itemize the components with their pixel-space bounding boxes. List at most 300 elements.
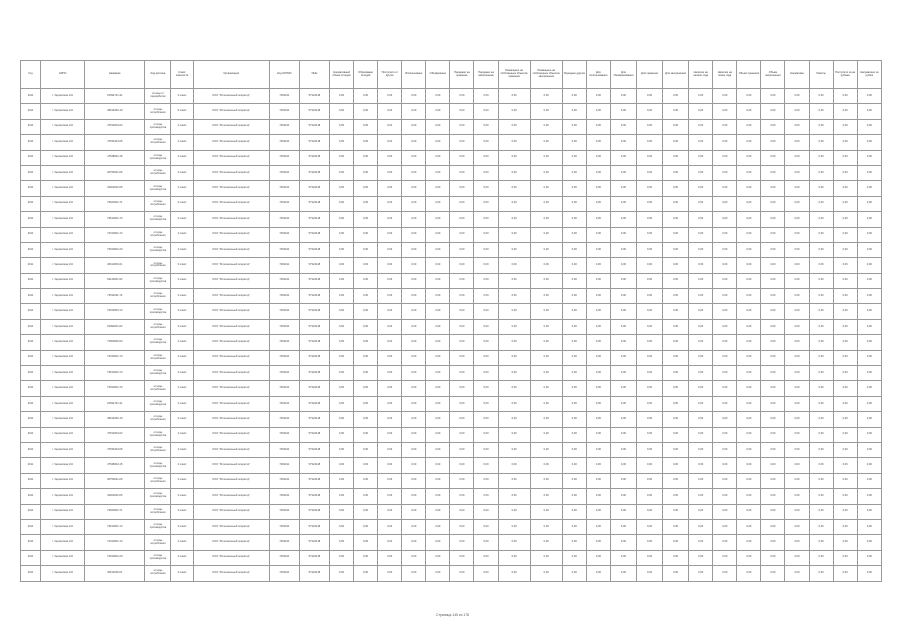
column-header: Наличие на конец года — [713, 61, 737, 89]
column-header: Объем захоронения — [761, 61, 785, 89]
column-header: Использовано — [402, 61, 426, 89]
table-cell: 0,00 — [689, 150, 713, 165]
table-cell: г. Черкасская обл — [41, 504, 85, 519]
table-cell: 7462011 — [269, 566, 299, 581]
table-row — [21, 273, 882, 288]
table-cell: 0,00 — [330, 150, 354, 165]
table-cell: 0,00 — [562, 335, 586, 350]
table-cell: 0,00 — [402, 489, 426, 504]
table-cell: 0,00 — [450, 396, 474, 411]
table-cell: г. Черкасская обл — [41, 212, 85, 227]
column-header: Нормативный объем отходов — [330, 61, 354, 89]
table-cell: 0,00 — [474, 119, 498, 134]
table-cell: 0,00 — [402, 196, 426, 211]
table-cell: 2011 — [21, 227, 41, 242]
table-cell: 0,00 — [530, 412, 562, 427]
table-cell: 0,00 — [809, 319, 833, 334]
table-cell: 2011 — [21, 258, 41, 273]
table-cell: 0,00 — [637, 427, 663, 442]
table-cell: 0,00 — [530, 258, 562, 273]
table-cell: 0,00 — [761, 258, 785, 273]
table-cell: 0,00 — [402, 89, 426, 104]
table-cell: 0,00 — [402, 566, 426, 581]
table-row — [21, 242, 882, 257]
table-cell: 0,00 — [402, 104, 426, 119]
table-cell: 0,00 — [474, 504, 498, 519]
table-cell: 0,00 — [498, 519, 530, 534]
table-cell: 0,00 — [450, 196, 474, 211]
table-cell: 0,00 — [426, 442, 450, 457]
table-cell: 0,00 — [610, 535, 636, 550]
table-cell: ООО "Региональный оператор" — [193, 212, 269, 227]
table-cell: 0,00 — [402, 181, 426, 196]
table-cell: 0,00 — [833, 165, 857, 180]
table-cell: 73310001-72 — [85, 350, 145, 365]
table-cell: 0,00 — [562, 258, 586, 273]
table-cell: 0,00 — [354, 535, 378, 550]
table-cell: 2011 — [21, 566, 41, 581]
table-cell: 0,00 — [713, 519, 737, 534]
table-header-row — [21, 61, 882, 89]
table-cell: г. Черкасская обл — [41, 181, 85, 196]
table-cell: 0,00 — [663, 135, 689, 150]
table-cell: 0,00 — [378, 135, 402, 150]
table-cell: 0,00 — [586, 381, 610, 396]
table-cell: 7462011 — [269, 289, 299, 304]
table-cell: 0,00 — [663, 396, 689, 411]
table-cell: 0,00 — [330, 535, 354, 550]
table-cell: 0,00 — [637, 442, 663, 457]
table-cell: 0,00 — [857, 366, 881, 381]
table-cell: 0,00 — [713, 319, 737, 334]
table-cell: 0,00 — [610, 350, 636, 365]
table-cell: отходы потребления — [145, 165, 171, 180]
table-cell: 0,00 — [785, 335, 809, 350]
table-cell: 0,00 — [737, 489, 761, 504]
table-cell: 0,00 — [450, 227, 474, 242]
column-header: ИНН — [299, 61, 329, 89]
table-cell: 0,00 — [663, 473, 689, 488]
table-cell: 0,00 — [713, 104, 737, 119]
table-cell: 7462011 — [269, 104, 299, 119]
table-cell: 0,00 — [689, 442, 713, 457]
table-cell: отходы производства — [145, 519, 171, 534]
table-cell: 0,00 — [330, 350, 354, 365]
table-cell: 0,00 — [562, 212, 586, 227]
table-cell: 0,00 — [378, 412, 402, 427]
table-cell: 0,00 — [689, 366, 713, 381]
table-cell: 2011 — [21, 366, 41, 381]
table-cell: отходы производства — [145, 366, 171, 381]
table-cell: г. Черкасская обл — [41, 242, 85, 257]
table-cell: 0,00 — [689, 412, 713, 427]
table-cell: 0,00 — [637, 258, 663, 273]
column-header: Для обезвреживания — [610, 61, 636, 89]
column-header: Поступило из-за рубежа — [833, 61, 857, 89]
table-cell: 0,00 — [498, 335, 530, 350]
table-cell: 2011 — [21, 412, 41, 427]
table-cell: 57322418 — [299, 566, 329, 581]
table-cell: 0,00 — [354, 273, 378, 288]
table-cell: отходы от переработки — [145, 89, 171, 104]
table-cell: 7462011 — [269, 242, 299, 257]
table-cell: 0,00 — [354, 519, 378, 534]
table-cell: 0,00 — [474, 289, 498, 304]
table-cell: 0,00 — [330, 304, 354, 319]
table-cell: 0,00 — [378, 119, 402, 134]
table-cell: 0,00 — [857, 442, 881, 457]
table-row — [21, 119, 882, 134]
table-cell: 0,00 — [663, 566, 689, 581]
table-cell: 0,00 — [426, 396, 450, 411]
table-cell: 0,00 — [737, 473, 761, 488]
table-cell: 0,00 — [426, 212, 450, 227]
table-cell: 0,00 — [663, 242, 689, 257]
table-cell: 0,00 — [785, 319, 809, 334]
table-row — [21, 135, 882, 150]
table-cell: 0,00 — [833, 350, 857, 365]
table-cell: 4 класс — [171, 196, 193, 211]
table-cell: 0,00 — [809, 273, 833, 288]
table-cell: 7462011 — [269, 273, 299, 288]
table-row — [21, 196, 882, 211]
table-cell: 0,00 — [354, 458, 378, 473]
table-cell: 0,00 — [610, 566, 636, 581]
table-cell: 57322418 — [299, 473, 329, 488]
table-cell: 0,00 — [637, 550, 663, 565]
table-cell: 0,00 — [761, 335, 785, 350]
table-cell: 0,00 — [785, 458, 809, 473]
table-cell: 0,00 — [737, 135, 761, 150]
table-cell: 0,00 — [713, 196, 737, 211]
table-cell: 0,00 — [330, 519, 354, 534]
table-cell: 0,00 — [761, 150, 785, 165]
table-cell: 0,00 — [354, 181, 378, 196]
table-cell: 0,00 — [498, 489, 530, 504]
table-cell: 0,00 — [498, 258, 530, 273]
table-cell: 2011 — [21, 458, 41, 473]
table-cell: 0,00 — [809, 150, 833, 165]
table-cell: 0,00 — [833, 412, 857, 427]
table-cell: г. Черкасская обл — [41, 381, 85, 396]
table-row — [21, 212, 882, 227]
table-cell: 0,00 — [663, 289, 689, 304]
table-cell: г. Черкасская обл — [41, 304, 85, 319]
table-cell: 0,00 — [530, 381, 562, 396]
table-cell: 0,00 — [610, 412, 636, 427]
table-cell: ООО "Региональный оператор" — [193, 381, 269, 396]
column-header: Передано другим — [562, 61, 586, 89]
table-cell: 0,00 — [761, 304, 785, 319]
table-cell: 0,00 — [402, 350, 426, 365]
table-cell: 0,00 — [474, 196, 498, 211]
table-cell: 0,00 — [857, 212, 881, 227]
table-cell: 0,00 — [498, 396, 530, 411]
table-cell: 0,00 — [689, 319, 713, 334]
table-cell: 0,00 — [785, 135, 809, 150]
table-cell: 0,00 — [785, 212, 809, 227]
table-cell: 2011 — [21, 135, 41, 150]
table-cell: 0,00 — [562, 550, 586, 565]
table-cell: 0,00 — [562, 489, 586, 504]
table-cell: 0,00 — [610, 135, 636, 150]
table-cell: 0,00 — [637, 412, 663, 427]
table-cell: 0,00 — [637, 89, 663, 104]
table-cell: 0,00 — [330, 412, 354, 427]
table-cell: 0,00 — [737, 427, 761, 442]
table-cell: 0,00 — [354, 335, 378, 350]
table-cell: 0,00 — [713, 119, 737, 134]
table-cell: 0,00 — [857, 319, 881, 334]
table-cell: 0,00 — [562, 304, 586, 319]
table-cell: 0,00 — [402, 381, 426, 396]
table-cell: 7462011 — [269, 489, 299, 504]
table-cell: 0,00 — [426, 242, 450, 257]
table-cell: 0,00 — [330, 165, 354, 180]
table-cell: 0,00 — [761, 535, 785, 550]
table-cell: 0,00 — [809, 381, 833, 396]
table-cell: 0,00 — [833, 473, 857, 488]
table-cell: 0,00 — [498, 135, 530, 150]
table-cell: 0,00 — [663, 366, 689, 381]
table-cell: 0,00 — [610, 550, 636, 565]
table-cell: 0,00 — [586, 335, 610, 350]
table-cell: 0,00 — [785, 150, 809, 165]
table-cell: отходы потребления — [145, 104, 171, 119]
table-cell: 0,00 — [857, 289, 881, 304]
table-cell: 0,00 — [562, 350, 586, 365]
table-cell: 0,00 — [637, 366, 663, 381]
table-cell: 0,00 — [637, 335, 663, 350]
table-cell: 0,00 — [833, 227, 857, 242]
table-cell: 7462011 — [269, 412, 299, 427]
table-cell: отходы потребления — [145, 442, 171, 457]
table-cell: 0,00 — [530, 519, 562, 534]
table-cell: 0,00 — [689, 519, 713, 534]
table-cell: 0,00 — [474, 473, 498, 488]
table-cell: 0,00 — [354, 489, 378, 504]
column-header: Год — [21, 61, 41, 89]
table-cell: 0,00 — [450, 442, 474, 457]
table-cell: 0,00 — [637, 396, 663, 411]
table-cell: 0,00 — [498, 119, 530, 134]
table-cell: ООО "Региональный оператор" — [193, 119, 269, 134]
table-cell: 4 класс — [171, 181, 193, 196]
table-cell: 0,00 — [330, 273, 354, 288]
table-cell: 2011 — [21, 535, 41, 550]
table-cell: 0,00 — [530, 350, 562, 365]
table-cell: 7462011 — [269, 212, 299, 227]
table-cell: 7462011 — [269, 350, 299, 365]
table-cell: 57322418 — [299, 104, 329, 119]
table-cell: 0,00 — [586, 350, 610, 365]
table-cell: 0,00 — [833, 181, 857, 196]
table-cell: 0,00 — [689, 119, 713, 134]
table-cell: 0,00 — [330, 196, 354, 211]
table-cell: 73610001-72 — [85, 212, 145, 227]
table-cell: 0,00 — [713, 165, 737, 180]
table-cell: 7462011 — [269, 458, 299, 473]
table-cell: 7462011 — [269, 473, 299, 488]
table-cell: 0,00 — [637, 150, 663, 165]
table-cell: 2011 — [21, 381, 41, 396]
table-cell: 0,00 — [713, 242, 737, 257]
table-cell: г. Черкасская обл — [41, 319, 85, 334]
table-cell: 0,00 — [833, 396, 857, 411]
table-cell: 4 класс — [171, 242, 193, 257]
table-cell: 0,00 — [586, 535, 610, 550]
table-cell: 0,00 — [474, 335, 498, 350]
table-cell: 0,00 — [833, 442, 857, 457]
table-cell: 0,00 — [402, 135, 426, 150]
table-cell: 0,00 — [586, 242, 610, 257]
table-row — [21, 550, 882, 565]
table-row — [21, 519, 882, 534]
table-cell: 0,00 — [450, 458, 474, 473]
table-cell: 0,00 — [402, 212, 426, 227]
table-cell: 0,00 — [713, 350, 737, 365]
table-cell: 0,00 — [498, 535, 530, 550]
table-cell: 47531004-05 — [85, 442, 145, 457]
column-header: Передано на хранение — [450, 61, 474, 89]
table-cell: 0,00 — [857, 381, 881, 396]
table-cell: 0,00 — [426, 258, 450, 273]
table-cell: 49614052-19 — [85, 104, 145, 119]
table-cell: ООО "Региональный оператор" — [193, 150, 269, 165]
table-cell: 0,00 — [737, 104, 761, 119]
table-cell: 0,00 — [761, 489, 785, 504]
table-cell: 4 класс — [171, 473, 193, 488]
table-cell: 0,00 — [474, 412, 498, 427]
table-cell: 0,00 — [498, 458, 530, 473]
table-cell: 0,00 — [530, 458, 562, 473]
table-cell: 0,00 — [562, 535, 586, 550]
table-cell: 0,00 — [562, 196, 586, 211]
table-cell: 0,00 — [761, 566, 785, 581]
table-cell: 57322418 — [299, 381, 329, 396]
table-cell: 0,00 — [637, 350, 663, 365]
table-cell: 0,00 — [450, 258, 474, 273]
table-cell: 0,00 — [474, 258, 498, 273]
table-cell: 0,00 — [330, 335, 354, 350]
table-cell: 0,00 — [713, 458, 737, 473]
table-cell: 57322418 — [299, 442, 329, 457]
table-cell: г. Черкасская обл — [41, 289, 85, 304]
table-cell: отходы производства — [145, 212, 171, 227]
table-cell: г. Черкасская обл — [41, 366, 85, 381]
table-cell: 0,00 — [354, 473, 378, 488]
column-header: Обезврежено — [426, 61, 450, 89]
table-cell: 0,00 — [761, 427, 785, 442]
table-cell: 0,00 — [530, 227, 562, 242]
table-cell: 0,00 — [474, 396, 498, 411]
table-cell: 0,00 — [562, 366, 586, 381]
table-cell: г. Черкасская обл — [41, 227, 85, 242]
table-cell: 0,00 — [498, 150, 530, 165]
table-cell: 0,00 — [330, 319, 354, 334]
table-cell: 0,00 — [586, 135, 610, 150]
table-cell: 0,00 — [689, 427, 713, 442]
table-cell: 73620002-71 — [85, 504, 145, 519]
table-cell: 0,00 — [498, 289, 530, 304]
table-cell: 0,00 — [785, 550, 809, 565]
table-cell: 0,00 — [426, 473, 450, 488]
table-cell: 0,00 — [330, 427, 354, 442]
table-cell: 7462011 — [269, 181, 299, 196]
table-cell: 0,00 — [689, 458, 713, 473]
table-cell: 4 класс — [171, 366, 193, 381]
table-cell: 0,00 — [833, 335, 857, 350]
table-cell: 0,00 — [713, 427, 737, 442]
table-cell: 2011 — [21, 304, 41, 319]
table-cell: 0,00 — [586, 181, 610, 196]
table-row — [21, 104, 882, 119]
table-cell: ООО "Региональный оператор" — [193, 135, 269, 150]
table-cell: отходы потребления — [145, 319, 171, 334]
table-cell: 0,00 — [330, 212, 354, 227]
table-cell: 57322418 — [299, 535, 329, 550]
table-cell: 43402002-05 — [85, 181, 145, 196]
table-cell: 0,00 — [474, 442, 498, 457]
table-cell: 0,00 — [530, 566, 562, 581]
table-cell: 0,00 — [737, 212, 761, 227]
table-cell: г. Черкасская обл — [41, 350, 85, 365]
table-cell: 0,00 — [586, 396, 610, 411]
table-cell: 0,00 — [426, 504, 450, 519]
table-cell: 0,00 — [450, 566, 474, 581]
column-header: Поступило от других — [378, 61, 402, 89]
table-cell: 0,00 — [833, 196, 857, 211]
table-cell: 0,00 — [857, 473, 881, 488]
table-cell: 0,00 — [426, 458, 450, 473]
table-cell: 0,00 — [610, 181, 636, 196]
table-cell: 0,00 — [689, 535, 713, 550]
table-cell: 0,00 — [330, 135, 354, 150]
table-cell: 0,00 — [809, 227, 833, 242]
table-cell: 0,00 — [402, 412, 426, 427]
table-cell: 2011 — [21, 319, 41, 334]
table-cell: 0,00 — [785, 119, 809, 134]
table-cell: ООО "Региональный оператор" — [193, 289, 269, 304]
table-cell: 0,00 — [426, 89, 450, 104]
table-cell: 0,00 — [809, 212, 833, 227]
table-cell: 7462011 — [269, 135, 299, 150]
table-cell: 0,00 — [857, 196, 881, 211]
table-cell: 0,00 — [737, 458, 761, 473]
table-cell: 0,00 — [761, 89, 785, 104]
table-cell: 0,00 — [530, 366, 562, 381]
table-cell: 0,00 — [330, 366, 354, 381]
table-cell: 43402002-05 — [85, 489, 145, 504]
table-cell: 0,00 — [857, 165, 881, 180]
table-cell: 0,00 — [663, 489, 689, 504]
table-cell: 0,00 — [610, 196, 636, 211]
table-cell: 0,00 — [474, 227, 498, 242]
table-cell: 4 класс — [171, 273, 193, 288]
table-cell: 0,00 — [354, 212, 378, 227]
table-cell: 0,00 — [637, 196, 663, 211]
table-cell: 0,00 — [833, 289, 857, 304]
table-cell: 0,00 — [809, 350, 833, 365]
table-cell: 0,00 — [713, 258, 737, 273]
table-cell: отходы потребления — [145, 535, 171, 550]
table-cell: 0,00 — [737, 396, 761, 411]
table-cell: 0,00 — [761, 227, 785, 242]
table-cell: 73910003-72 — [85, 304, 145, 319]
table-cell: 0,00 — [354, 442, 378, 457]
table-cell: 0,00 — [378, 427, 402, 442]
table-cell: 0,00 — [713, 381, 737, 396]
